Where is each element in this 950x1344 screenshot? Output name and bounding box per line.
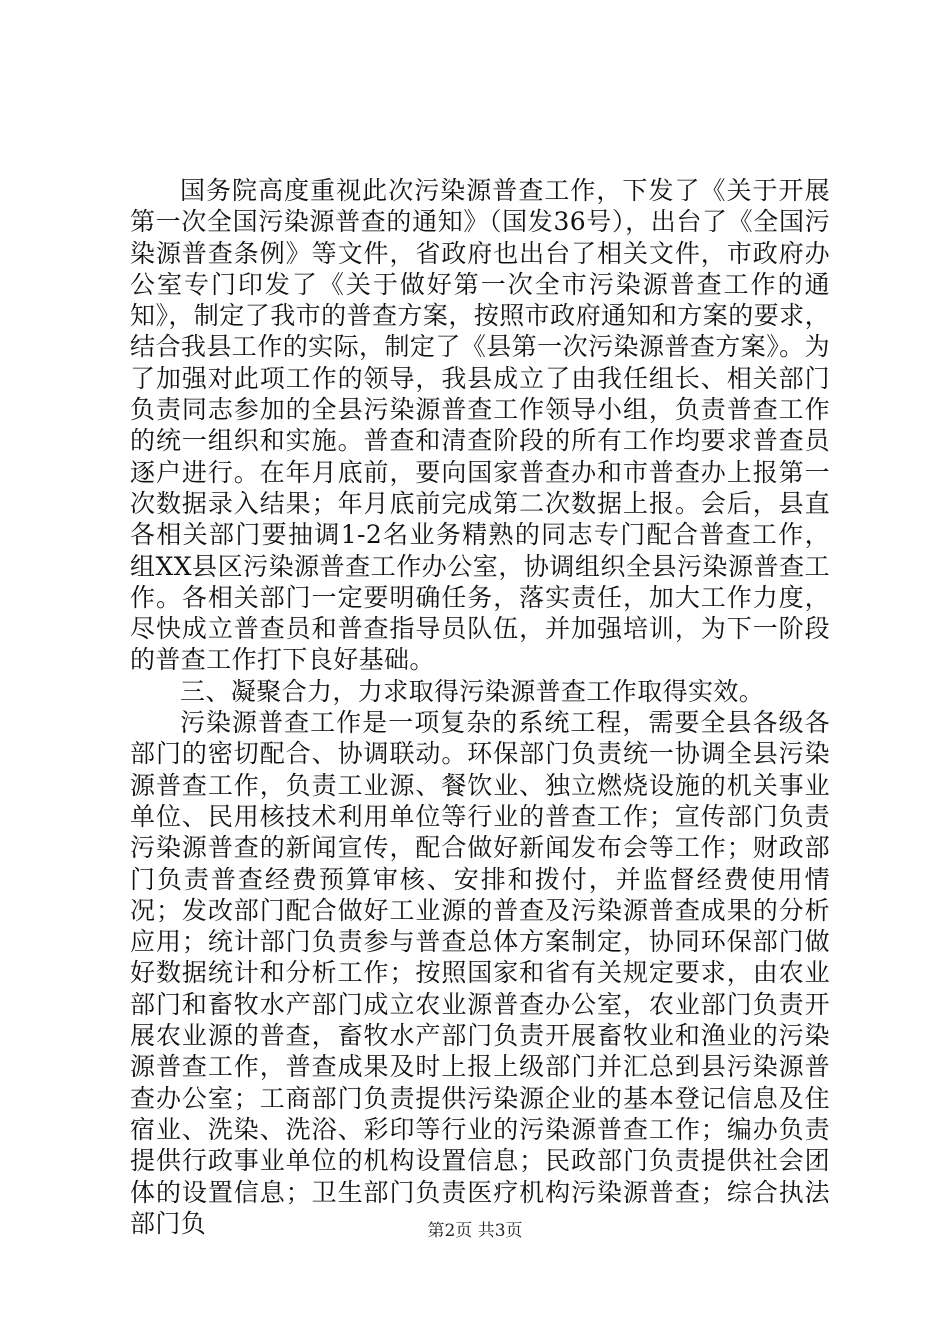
page-footer: 第2页 共3页 xyxy=(427,1221,523,1241)
document-body xyxy=(130,175,830,1239)
paragraph-responsibilities: 污染源普查工作是一项复杂的系统工程，需要全县各级各部门的密切配合、协调联动。环保部门负责统一协调全县污染源普查工作，负责工业源、餐饮业、独立燃烧设施的机关事业单位、民用核技术利用单位等行业的普查工作；宣传部门负责污染源普查的新闻宣传，配合做好新闻发布会等工作；财政部门负责普查经费预算审核、安排和拨付，并监督经费使用情况；发改部门配合做好工业源的普查及污染源普查成果的分析应用；统计部门负责参与普查总体方案制定，协同环保部门做好数据统计和分析工作；按照国家和省有关规定要求，由农业部门和畜牧水产部门成立农业源普查办公室，农业部门负责开展农业源的普查，畜牧水产部门负责开展畜牧业和渔业的污染源普查工作，普查成果及时上报上级部门并汇总到县污染源普查办公室；工商部门负责提供污染源企业的基本登记信息及住宿业、洗染、洗浴、彩印等行业的污染源普查工作；编办负责提供行政事业单位的机构设置信息；民政部门负责提供社会团体的设置信息；卫生部门负责医疗机构污染源普查；综合执法部门负 xyxy=(130,708,830,1238)
section-heading: 三、凝聚合力，力求取得污染源普查工作取得实效。 xyxy=(180,676,765,706)
paragraph-intro: 国务院高度重视此次污染源普查工作，下发了《关于开展第一次全国污染源普查的通知》（国发36号），出台了《全国污染源普查条例》等文件，省政府也出台了相关文件，市政府办公室专门印发了《关于做好第一次全市污染源普查工作的通知》，制定了我市的普查方案，按照市政府通知和方案的要求，结合我县工作的实际，制定了《县第一次污染源普查方案》。为了加强对此项工作的领导，我县成立了由我任组长、相关部门负责同志参加的全县污染源普查工作领导小组，负责普查工作的统一组织和实施。普查和清查阶段的所有工作均要求普查员逐户进行。在年月底前，要向国家普查办和市普查办上报第一次数据录入结果；年月底前完成第二次数据上报。会后，县直各相关部门要抽调1-2名业务精熟的同志专门配合普查工作，组XX县区污染源普查工作办公室，协调组织全县污染源普查工作。各相关部门一定要明确任务，落实责任，加大工作力度，尽快成立普查员和普查指导员队伍，并加强培训，为下一阶段的普查工作打下良好基础。 xyxy=(130,176,830,675)
